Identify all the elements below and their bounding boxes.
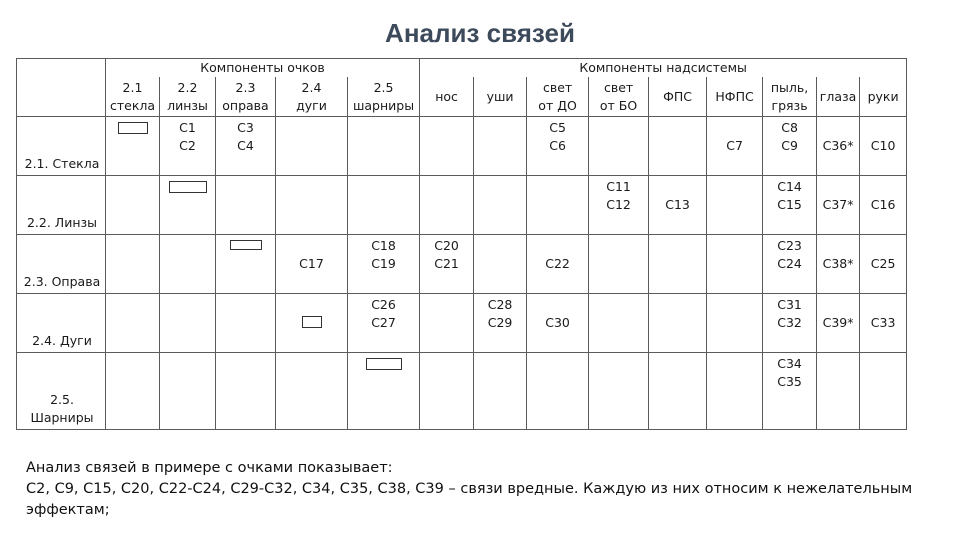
column-header-4: [276, 77, 348, 117]
link-code: С9: [781, 138, 798, 153]
link-code-stack: [817, 176, 859, 214]
table-cell: [160, 353, 216, 430]
link-code: С10: [870, 138, 896, 153]
column-header-line: от БО: [599, 97, 638, 113]
table-cell: [860, 117, 907, 176]
table-cell: [527, 235, 589, 294]
link-code-stack: [817, 235, 859, 273]
column-header-line: 2.5: [373, 79, 394, 95]
column-header-6: [420, 77, 474, 117]
column-header-line: от ДО: [538, 97, 577, 113]
diagonal-box: [302, 316, 322, 328]
table-cell: [649, 235, 707, 294]
table-cell: [589, 176, 649, 235]
link-code-stack: [763, 176, 816, 214]
link-code: С33: [870, 315, 896, 330]
table-cell: [474, 117, 527, 176]
link-code: С8: [781, 120, 798, 135]
column-header-row: [17, 77, 907, 117]
row-label: 2.2. Линзы: [17, 176, 106, 235]
table-cell: [216, 117, 276, 176]
column-header-line: пыль,: [770, 79, 809, 95]
column-header-line: 2.1: [122, 79, 143, 95]
diagonal-box: [169, 181, 207, 193]
column-header-line: глаза: [819, 88, 857, 104]
link-code-stack: [474, 294, 526, 332]
link-code: С38*: [822, 256, 854, 271]
corner-cell: [17, 59, 106, 117]
table-cell: [348, 176, 420, 235]
link-code: С1: [179, 120, 196, 135]
link-code: С16: [870, 197, 896, 212]
column-header-line: 2.4: [301, 79, 322, 95]
link-code: С26: [371, 297, 396, 312]
table-cell: [589, 117, 649, 176]
column-header-line: нос: [435, 88, 458, 104]
table-cell: [160, 235, 216, 294]
table-row: [17, 294, 907, 353]
link-code: С5: [549, 120, 566, 135]
link-code-stack: [763, 235, 816, 273]
link-code: С28: [487, 297, 513, 312]
column-header-8: [527, 77, 589, 117]
table-cell: [348, 117, 420, 176]
link-code: С2: [179, 138, 196, 153]
row-label: 2.3. Оправа: [17, 235, 106, 294]
column-header-line: 2.2: [177, 79, 198, 95]
conclusion-text: [26, 458, 926, 521]
link-code: С6: [549, 138, 566, 153]
table-cell: [348, 235, 420, 294]
link-code-stack: [763, 294, 816, 332]
column-header-7: [474, 77, 527, 117]
table-cell: [420, 117, 474, 176]
header-group-row: [17, 59, 907, 78]
table-cell: [276, 294, 348, 353]
link-code-stack: [348, 235, 419, 273]
column-header-line: дуги: [296, 97, 327, 113]
column-header-10: [649, 77, 707, 117]
table-cell: [817, 176, 860, 235]
table-cell: [474, 176, 527, 235]
link-code-stack: [860, 294, 906, 332]
column-header-line: стекла: [109, 97, 156, 113]
table-cell: [276, 176, 348, 235]
link-code: С36*: [822, 138, 854, 153]
column-header-line: линзы: [167, 97, 208, 113]
table-cell: [106, 353, 160, 430]
table-cell: [420, 176, 474, 235]
glasses-components-header: Компоненты очков: [106, 59, 420, 78]
table-cell: [216, 176, 276, 235]
supersystem-components-header: Компоненты надсистемы: [420, 59, 907, 78]
table-cell: [649, 353, 707, 430]
column-header-line: 2.3: [235, 79, 256, 95]
column-header-line: свет: [542, 79, 573, 95]
column-header-line: свет: [603, 79, 634, 95]
table-cell: [707, 117, 763, 176]
link-code: С13: [665, 197, 690, 212]
table-cell: [106, 294, 160, 353]
link-code-stack: [216, 117, 275, 155]
link-code-stack: [348, 294, 419, 332]
link-code: С39*: [822, 315, 854, 330]
row-label: 2.5. Шарниры: [17, 353, 106, 430]
table-cell: [817, 353, 860, 430]
table-cell: [474, 353, 527, 430]
link-code: С34: [777, 356, 802, 371]
table-cell: [216, 235, 276, 294]
table-cell: [527, 294, 589, 353]
table-cell: [763, 353, 817, 430]
table-cell: [763, 294, 817, 353]
column-header-13: [817, 77, 860, 117]
table-cell: [420, 353, 474, 430]
table-cell: [276, 353, 348, 430]
table-cell: [860, 353, 907, 430]
table-cell: [474, 235, 527, 294]
table-cell: [707, 294, 763, 353]
table-cell: [216, 353, 276, 430]
link-code: С7: [726, 138, 743, 153]
table-row: [17, 117, 907, 176]
link-code-stack: [817, 117, 859, 155]
column-header-9: [589, 77, 649, 117]
column-header-line: уши: [486, 88, 514, 104]
link-code-stack: [420, 235, 473, 273]
column-header-line: грязь: [771, 97, 808, 113]
link-code-stack: [527, 117, 588, 155]
table-cell: [160, 117, 216, 176]
link-code: С23: [777, 238, 802, 253]
column-header-line: оправа: [222, 97, 269, 113]
table-cell: [216, 294, 276, 353]
column-header-line: шарниры: [352, 97, 415, 113]
column-header-5: [348, 77, 420, 117]
table-cell: [763, 176, 817, 235]
table-cell: [160, 294, 216, 353]
table-cell: [420, 294, 474, 353]
link-code: С27: [371, 315, 396, 330]
table-cell: [707, 235, 763, 294]
table-cell: [860, 235, 907, 294]
conclusion-line-1: Анализ связей в примере с очками показывает:: [26, 460, 393, 476]
table-row: [17, 353, 907, 430]
link-code: С20: [434, 238, 459, 253]
link-code-stack: [817, 294, 859, 332]
column-header-12: [763, 77, 817, 117]
table-cell: [527, 353, 589, 430]
row-label: 2.1. Стекла: [17, 117, 106, 176]
table-cell: [348, 294, 420, 353]
table-cell: [763, 117, 817, 176]
link-code-stack: [860, 176, 906, 214]
table-row: [17, 176, 907, 235]
link-code-stack: [589, 176, 648, 214]
link-code: С21: [434, 256, 459, 271]
link-code-stack: [860, 235, 906, 273]
table-cell: [106, 235, 160, 294]
table-cell: [474, 294, 527, 353]
link-code: С29: [487, 315, 513, 330]
conclusion-line-2: С2, С9, С15, С20, С22-С24, С29-С32, С34, С35, С38, С39 – связи вредные. Каждую из них относим к нежелательным эффектам;: [26, 481, 913, 518]
table-cell: [527, 117, 589, 176]
table-cell: [106, 176, 160, 235]
column-header-14: [860, 77, 907, 117]
table-cell: [589, 353, 649, 430]
link-code: С4: [237, 138, 254, 153]
link-code: С24: [777, 256, 802, 271]
table-cell: [817, 117, 860, 176]
link-code: С32: [777, 315, 802, 330]
link-code: С3: [237, 120, 254, 135]
link-code: С22: [545, 256, 570, 271]
table-cell: [707, 353, 763, 430]
column-header-line: ФПС: [663, 88, 692, 104]
link-code: С37*: [822, 197, 854, 212]
table-cell: [649, 176, 707, 235]
column-header-2: [160, 77, 216, 117]
link-code-stack: [707, 117, 762, 155]
table-cell: [649, 117, 707, 176]
link-code: С19: [371, 256, 396, 271]
link-code-stack: [763, 117, 816, 155]
link-code: С11: [606, 179, 631, 194]
link-code-stack: [527, 294, 588, 332]
links-table: [16, 58, 907, 430]
link-code: С15: [777, 197, 802, 212]
table-cell: [348, 353, 420, 430]
link-code-stack: [763, 353, 816, 391]
table-cell: [420, 235, 474, 294]
link-code: С18: [371, 238, 396, 253]
link-code-stack: [649, 176, 706, 214]
diagonal-box: [366, 358, 402, 370]
column-header-line: руки: [867, 88, 899, 104]
column-header-3: [216, 77, 276, 117]
link-code: С25: [870, 256, 896, 271]
link-code: С31: [777, 297, 802, 312]
column-header-1: [106, 77, 160, 117]
link-code: С17: [299, 256, 324, 271]
diagonal-box: [230, 240, 262, 250]
slide-title: Анализ связей: [385, 18, 575, 48]
diagonal-box: [118, 122, 148, 134]
link-code: С14: [777, 179, 802, 194]
table-cell: [276, 117, 348, 176]
link-code: С35: [777, 374, 802, 389]
column-header-line: НФПС: [715, 88, 754, 104]
table-row: [17, 235, 907, 294]
table-cell: [589, 294, 649, 353]
table-cell: [860, 176, 907, 235]
table-cell: [860, 294, 907, 353]
link-code: С30: [545, 315, 570, 330]
table-cell: [106, 117, 160, 176]
table-cell: [707, 176, 763, 235]
table-cell: [817, 294, 860, 353]
link-code-stack: [160, 117, 215, 155]
link-code: С12: [606, 197, 631, 212]
link-code-stack: [527, 235, 588, 273]
link-code-stack: [276, 235, 347, 273]
column-header-11: [707, 77, 763, 117]
table-cell: [763, 235, 817, 294]
table-cell: [276, 235, 348, 294]
link-code-stack: [860, 117, 906, 155]
table-cell: [817, 235, 860, 294]
row-label: 2.4. Дуги: [17, 294, 106, 353]
table-cell: [649, 294, 707, 353]
table-cell: [527, 176, 589, 235]
table-cell: [160, 176, 216, 235]
table-cell: [589, 235, 649, 294]
